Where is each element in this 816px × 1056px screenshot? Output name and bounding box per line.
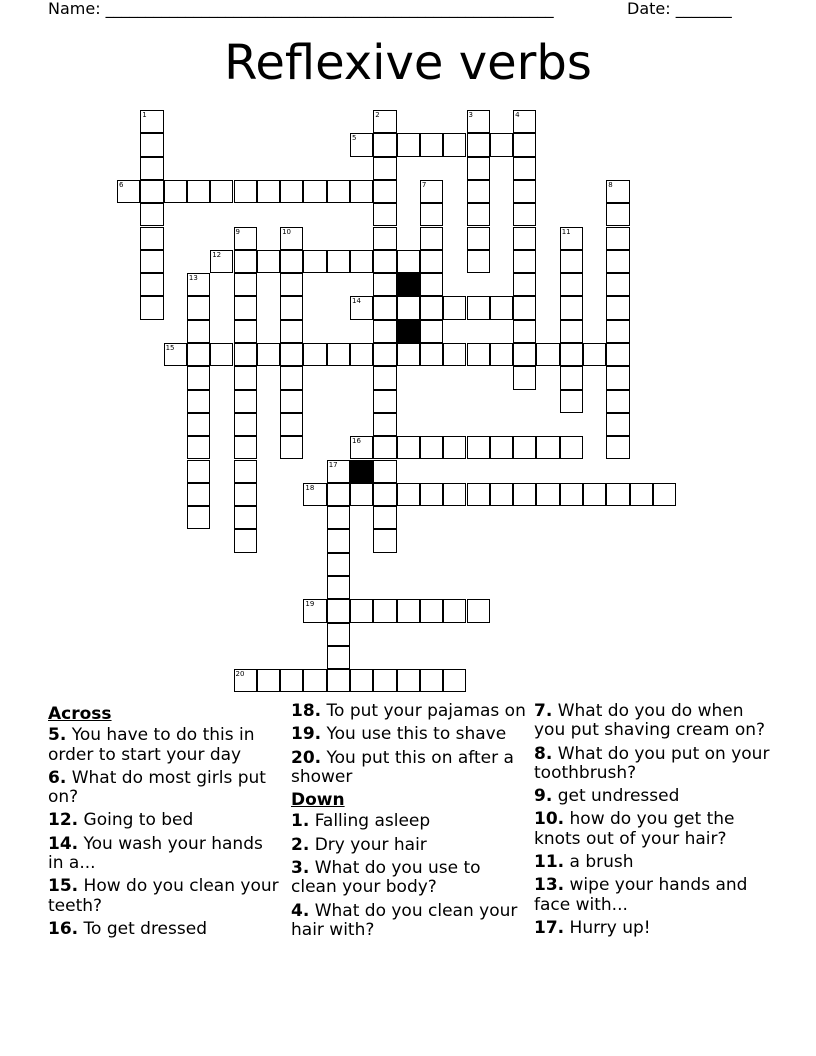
grid-cell — [327, 529, 350, 552]
grid-cell — [187, 343, 210, 366]
grid-cell — [606, 483, 629, 506]
clue-across-16 — [48, 920, 283, 939]
clue-across-19 — [291, 725, 526, 744]
clue-number: 12. — [48, 810, 79, 831]
grid-cell — [490, 343, 513, 366]
grid-block — [350, 460, 373, 483]
grid-cell — [583, 343, 606, 366]
clue-text: To put your pajamas on — [326, 701, 526, 721]
grid-cell — [536, 343, 559, 366]
clue-number: 16. — [48, 918, 79, 939]
grid-cell — [373, 203, 396, 226]
grid-cell — [187, 483, 210, 506]
grid-cell — [630, 483, 653, 506]
clue-number: 1. — [291, 811, 310, 832]
grid-number: 4 — [515, 111, 520, 119]
grid-cell — [397, 250, 420, 273]
grid-cell — [443, 436, 466, 459]
grid-cell — [443, 133, 466, 156]
grid-cell — [373, 529, 396, 552]
clue-text: Hurry up! — [569, 917, 651, 938]
grid-cell — [280, 366, 303, 389]
grid-cell — [513, 343, 536, 366]
grid-cell — [536, 436, 559, 459]
grid-cell — [373, 157, 396, 180]
clue-number: 14. — [48, 833, 79, 854]
grid-cell — [350, 250, 373, 273]
grid-cell — [443, 669, 466, 692]
grid-cell — [257, 180, 280, 203]
grid-cell — [467, 133, 490, 156]
grid-cell — [397, 296, 420, 319]
clue-text: You put this on after a shower — [291, 747, 514, 787]
clue-text: Falling asleep — [314, 811, 431, 832]
grid-cell — [280, 273, 303, 296]
grid-number: 14 — [352, 297, 361, 306]
clue-number: 11. — [534, 852, 565, 873]
grid-cell — [327, 623, 350, 646]
grid-cell — [373, 180, 396, 203]
grid-cell — [187, 436, 210, 459]
grid-cell — [350, 669, 373, 692]
grid-cell — [327, 483, 350, 506]
grid-cell — [606, 413, 629, 436]
grid-number: 17 — [328, 460, 338, 469]
grid-cell — [350, 296, 373, 319]
clue-down-13 — [534, 876, 774, 915]
grid-cell — [234, 506, 257, 529]
clue-number: 3. — [291, 858, 310, 879]
grid-cell — [373, 273, 396, 296]
clue-column-2 — [291, 702, 526, 944]
grid-cell — [350, 483, 373, 506]
clue-across-20 — [291, 749, 526, 788]
grid-number: 3 — [468, 111, 473, 119]
grid-cell — [280, 343, 303, 366]
clue-down-10 — [534, 810, 774, 849]
grid-number: 6 — [119, 180, 124, 189]
grid-cell — [350, 343, 373, 366]
grid-cell — [513, 227, 536, 250]
clue-across-15 — [48, 877, 283, 916]
grid-cell — [327, 553, 350, 576]
grid-cell — [350, 133, 373, 156]
across-heading: Across — [48, 704, 112, 724]
grid-cell — [280, 296, 303, 319]
grid-cell — [327, 460, 350, 483]
grid-cell — [467, 599, 490, 622]
grid-cell — [397, 599, 420, 622]
clue-number: 9. — [534, 786, 553, 807]
grid-cell — [234, 250, 257, 273]
grid-cell — [210, 180, 233, 203]
grid-cell — [373, 413, 396, 436]
clue-number: 17. — [534, 917, 565, 938]
grid-cell — [490, 296, 513, 319]
grid-cell — [606, 273, 629, 296]
clue-number: 18. — [291, 701, 322, 721]
clue-across-14 — [48, 835, 283, 874]
grid-cell — [490, 483, 513, 506]
clue-number: 10. — [534, 809, 565, 830]
grid-cell — [606, 436, 629, 459]
grid-number: 18 — [305, 483, 315, 492]
grid-cell — [117, 180, 140, 203]
grid-cell — [513, 273, 536, 296]
grid-cell — [420, 180, 443, 203]
clue-number: 13. — [534, 875, 565, 896]
grid-cell — [420, 320, 443, 343]
grid-cell — [234, 413, 257, 436]
clue-text: What do you use to clean your body? — [291, 858, 481, 898]
grid-number: 10 — [282, 227, 292, 236]
grid-cell — [210, 250, 233, 273]
grid-number: 7 — [421, 180, 427, 189]
grid-cell — [397, 436, 420, 459]
grid-cell — [303, 180, 326, 203]
grid-cell — [234, 180, 257, 203]
grid-cell — [513, 320, 536, 343]
clue-text: a brush — [569, 852, 634, 873]
grid-cell — [303, 250, 326, 273]
grid-number: 1 — [142, 111, 147, 119]
grid-cell — [420, 203, 443, 226]
clue-text: What do most girls put on? — [48, 767, 266, 808]
grid-cell — [280, 320, 303, 343]
grid-cell — [327, 250, 350, 273]
grid-cell — [467, 436, 490, 459]
grid-cell — [467, 110, 490, 133]
grid-cell — [513, 110, 536, 133]
clue-number: 6. — [48, 767, 67, 788]
grid-cell — [187, 390, 210, 413]
grid-cell — [420, 296, 443, 319]
grid-cell — [606, 320, 629, 343]
grid-cell — [187, 296, 210, 319]
grid-cell — [420, 669, 443, 692]
grid-cell — [280, 436, 303, 459]
grid-cell — [327, 576, 350, 599]
name-field-label: Name: ________________________________________________________ — [48, 0, 554, 18]
grid-cell — [606, 250, 629, 273]
clue-across-12 — [48, 811, 283, 830]
grid-cell — [420, 343, 443, 366]
grid-cell — [513, 180, 536, 203]
grid-cell — [234, 460, 257, 483]
grid-cell — [490, 133, 513, 156]
grid-cell — [560, 483, 583, 506]
clue-text: Going to bed — [83, 810, 194, 831]
grid-number: 11 — [561, 227, 571, 236]
grid-cell — [373, 133, 396, 156]
clue-down-4 — [291, 902, 526, 941]
grid-cell — [350, 180, 373, 203]
grid-cell — [164, 180, 187, 203]
grid-cell — [513, 133, 536, 156]
grid-cell — [164, 343, 187, 366]
grid-number: 5 — [352, 134, 357, 143]
grid-cell — [280, 390, 303, 413]
grid-cell — [373, 343, 396, 366]
grid-cell — [560, 227, 583, 250]
clue-text: get undressed — [557, 786, 680, 807]
grid-cell — [443, 343, 466, 366]
clue-number: 5. — [48, 725, 67, 746]
grid-cell — [234, 390, 257, 413]
clue-text: wipe your hands and face with... — [534, 875, 748, 915]
down-heading: Down — [291, 790, 345, 811]
grid-block — [397, 320, 420, 343]
grid-cell — [606, 343, 629, 366]
grid-cell — [257, 343, 280, 366]
grid-cell — [140, 180, 163, 203]
grid-cell — [490, 436, 513, 459]
grid-cell — [467, 227, 490, 250]
grid-number: 19 — [305, 600, 315, 609]
clue-text: What do you put on your toothbrush? — [534, 743, 770, 783]
grid-cell — [420, 599, 443, 622]
grid-cell — [140, 250, 163, 273]
grid-cell — [187, 506, 210, 529]
grid-cell — [560, 343, 583, 366]
grid-cell — [373, 599, 396, 622]
grid-cell — [327, 343, 350, 366]
grid-number: 8 — [608, 180, 613, 189]
grid-cell — [560, 250, 583, 273]
grid-cell — [373, 250, 396, 273]
grid-cell — [187, 413, 210, 436]
grid-cell — [536, 483, 559, 506]
grid-number: 2 — [375, 111, 380, 119]
page-title: Reflexive verbs — [224, 35, 592, 91]
clue-text: You use this to shave — [326, 724, 507, 745]
grid-number: 13 — [188, 274, 198, 283]
clue-column-1 — [48, 702, 283, 943]
grid-cell — [303, 669, 326, 692]
grid-cell — [606, 227, 629, 250]
grid-cell — [234, 669, 257, 692]
grid-cell — [560, 366, 583, 389]
grid-cell — [373, 436, 396, 459]
grid-cell — [327, 506, 350, 529]
clue-text: What do you clean your hair with? — [291, 900, 518, 940]
grid-cell — [327, 180, 350, 203]
grid-cell — [234, 273, 257, 296]
grid-cell — [234, 366, 257, 389]
grid-cell — [234, 343, 257, 366]
grid-cell — [257, 250, 280, 273]
grid-cell — [420, 250, 443, 273]
grid-cell — [234, 320, 257, 343]
grid-cell — [467, 180, 490, 203]
grid-cell — [513, 296, 536, 319]
grid-cell — [560, 273, 583, 296]
grid-cell — [467, 157, 490, 180]
grid-cell — [373, 483, 396, 506]
grid-cell — [280, 180, 303, 203]
grid-cell — [280, 250, 303, 273]
grid-cell — [373, 110, 396, 133]
grid-cell — [373, 506, 396, 529]
grid-number: 16 — [352, 437, 361, 446]
grid-cell — [187, 366, 210, 389]
grid-cell — [350, 436, 373, 459]
clue-down-7 — [534, 702, 774, 741]
grid-cell — [467, 483, 490, 506]
grid-cell — [234, 227, 257, 250]
grid-cell — [513, 366, 536, 389]
grid-cell — [373, 227, 396, 250]
grid-cell — [327, 599, 350, 622]
clue-down-3 — [291, 859, 526, 898]
grid-number: 15 — [165, 344, 175, 352]
grid-cell — [420, 436, 443, 459]
grid-cell — [257, 669, 280, 692]
grid-cell — [187, 180, 210, 203]
grid-cell — [513, 483, 536, 506]
grid-cell — [513, 436, 536, 459]
grid-cell — [140, 296, 163, 319]
grid-cell — [467, 203, 490, 226]
grid-cell — [397, 483, 420, 506]
grid-cell — [606, 296, 629, 319]
grid-cell — [420, 273, 443, 296]
grid-cell — [420, 227, 443, 250]
grid-cell — [210, 343, 233, 366]
grid-cell — [373, 390, 396, 413]
grid-cell — [467, 343, 490, 366]
grid-cell — [373, 669, 396, 692]
grid-cell — [280, 669, 303, 692]
grid-cell — [187, 273, 210, 296]
grid-cell — [327, 646, 350, 669]
clue-text: To get dressed — [83, 918, 207, 939]
clue-number: 2. — [291, 834, 310, 855]
grid-cell — [303, 599, 326, 622]
clue-text: how do you get the knots out of your hair? — [534, 809, 735, 849]
grid-cell — [560, 320, 583, 343]
clue-down-9 — [534, 787, 774, 806]
grid-cell — [373, 320, 396, 343]
clue-text: You wash your hands in a... — [48, 833, 263, 874]
clue-across-5 — [48, 726, 283, 765]
clue-number: 19. — [291, 724, 322, 745]
grid-cell — [397, 133, 420, 156]
clue-number: 20. — [291, 747, 322, 768]
grid-cell — [140, 273, 163, 296]
grid-cell — [140, 133, 163, 156]
grid-cell — [234, 296, 257, 319]
clue-number: 8. — [534, 743, 553, 764]
grid-cell — [606, 390, 629, 413]
grid-cell — [467, 296, 490, 319]
grid-cell — [513, 157, 536, 180]
grid-cell — [280, 413, 303, 436]
clue-down-1 — [291, 812, 526, 831]
grid-cell — [560, 296, 583, 319]
clue-number: 4. — [291, 900, 310, 921]
grid-cell — [234, 483, 257, 506]
grid-cell — [606, 180, 629, 203]
grid-cell — [140, 110, 163, 133]
grid-number: 9 — [235, 227, 240, 236]
clue-down-8 — [534, 745, 774, 784]
grid-cell — [140, 157, 163, 180]
grid-cell — [140, 203, 163, 226]
clue-number: 15. — [48, 876, 79, 897]
grid-cell — [140, 227, 163, 250]
grid-block — [397, 273, 420, 296]
grid-cell — [467, 250, 490, 273]
grid-cell — [443, 599, 466, 622]
grid-number: 20 — [235, 670, 245, 679]
clue-text: How do you clean your teeth? — [48, 876, 279, 916]
grid-cell — [443, 296, 466, 319]
grid-cell — [420, 133, 443, 156]
grid-cell — [187, 320, 210, 343]
clue-text: You have to do this in order to start your day — [48, 725, 255, 765]
grid-cell — [373, 296, 396, 319]
grid-cell — [234, 529, 257, 552]
grid-cell — [397, 669, 420, 692]
clue-across-6 — [48, 769, 283, 808]
grid-number: 12 — [212, 250, 222, 259]
grid-cell — [373, 366, 396, 389]
clue-number: 7. — [534, 701, 553, 721]
grid-cell — [373, 460, 396, 483]
clue-text: What do you do when you put shaving cream on? — [534, 701, 766, 741]
grid-cell — [606, 203, 629, 226]
clue-text: Dry your hair — [314, 834, 427, 855]
grid-cell — [397, 343, 420, 366]
grid-cell — [513, 203, 536, 226]
grid-cell — [303, 483, 326, 506]
grid-cell — [234, 436, 257, 459]
grid-cell — [560, 436, 583, 459]
grid-cell — [280, 227, 303, 250]
grid-cell — [443, 483, 466, 506]
grid-cell — [606, 366, 629, 389]
grid-cell — [303, 343, 326, 366]
clue-down-17 — [534, 919, 774, 938]
grid-cell — [420, 483, 443, 506]
grid-cell — [653, 483, 676, 506]
grid-cell — [327, 669, 350, 692]
grid-cell — [560, 390, 583, 413]
clue-down-2 — [291, 836, 526, 855]
grid-cell — [583, 483, 606, 506]
date-field-label: Date: _______ — [627, 0, 732, 18]
grid-cell — [350, 599, 373, 622]
clue-column-3 — [534, 702, 774, 942]
grid-cell — [513, 250, 536, 273]
grid-cell — [187, 460, 210, 483]
clue-down-11 — [534, 853, 774, 872]
clue-across-18 — [291, 702, 526, 721]
